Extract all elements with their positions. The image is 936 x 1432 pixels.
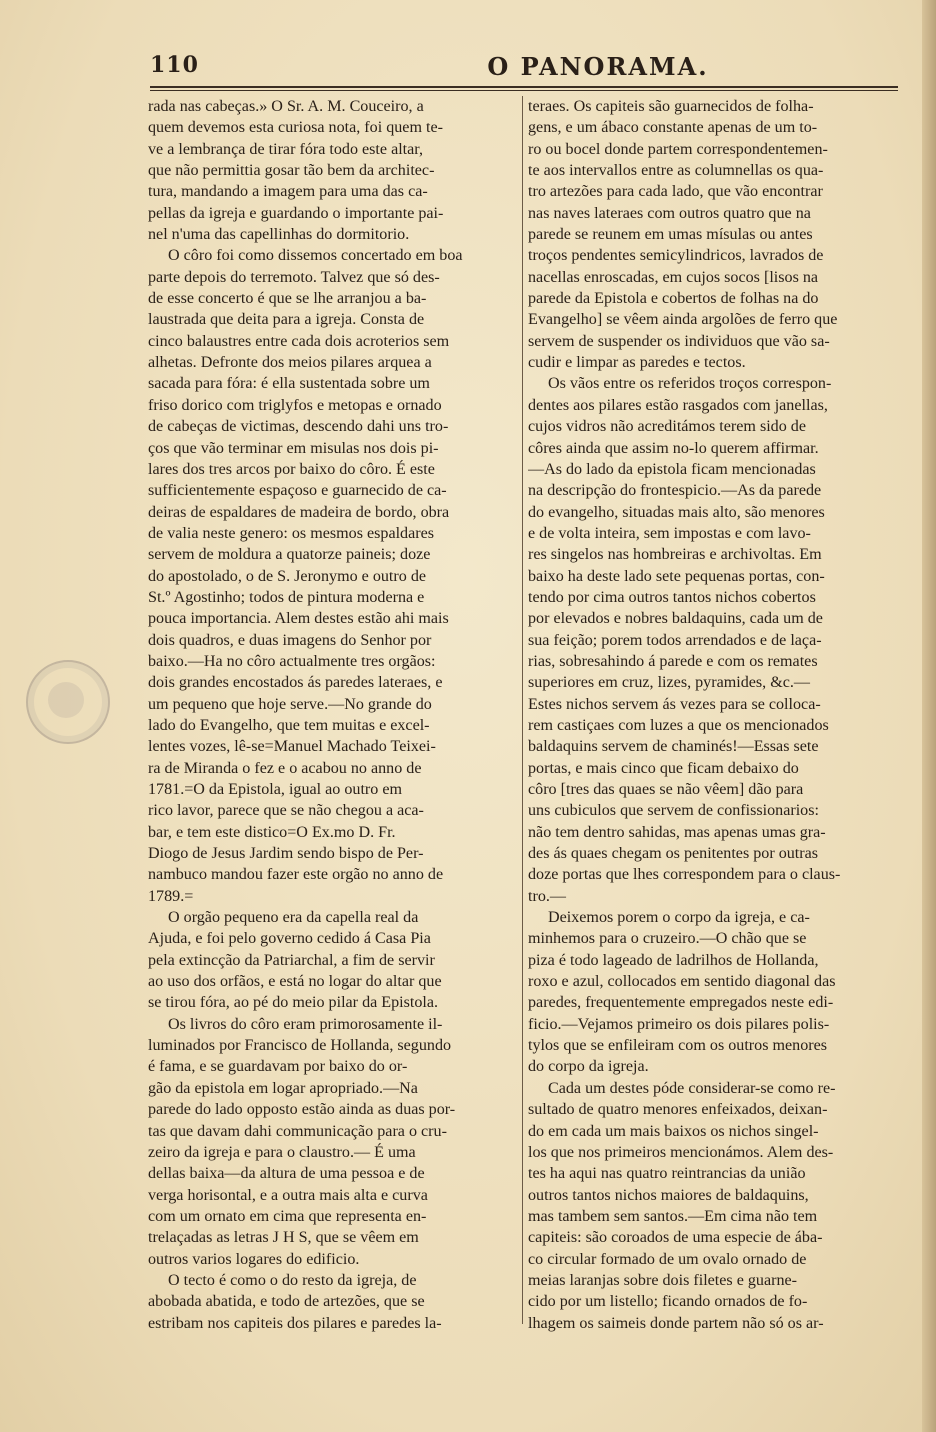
text-line: cinco balaustres entre cada dois acroterios sem bbox=[148, 332, 450, 350]
text-line: meias laranjas sobre dois filetes e guarne- bbox=[528, 1271, 798, 1289]
right-column bbox=[528, 96, 898, 1334]
text-line: parede se reunem em umas mísulas ou antes bbox=[528, 226, 813, 244]
text-line: ve a lembrança de tirar fóra todo este altar, bbox=[148, 140, 424, 158]
text-line: los que nos primeiros mencionámos. Alem des- bbox=[528, 1143, 834, 1161]
text-line: dois quadros, e duas imagens do Senhor por bbox=[148, 631, 432, 649]
text-line: tendo por cima outros tantos nichos cobertos bbox=[528, 588, 816, 606]
text-line: é fama, e se guardavam por baixo do or- bbox=[148, 1058, 408, 1076]
text-line: Os livros do côro eram primorosamente il- bbox=[168, 1015, 443, 1033]
text-line: cido por um listello; ficando ornados de fo- bbox=[528, 1293, 808, 1311]
text-line: servem de moldura a quatorze paineis; doze bbox=[148, 546, 431, 564]
text-line: servem de suspender os individuos que vão sa- bbox=[528, 332, 830, 350]
text-line: nacellas enroscadas, em cujos socos [lisos na bbox=[528, 268, 819, 286]
text-line: abobada abatida, e todo de artezões, que se bbox=[148, 1293, 425, 1311]
text-line: ficio.—Vejamos primeiro os dois pilares polis- bbox=[528, 1015, 830, 1033]
text-line: cudir e limpar as paredes e tectos. bbox=[528, 354, 746, 372]
journal-title: O PANORAMA. bbox=[487, 52, 709, 81]
text-line: sua feição; porem todos arrendados e de laça- bbox=[528, 631, 822, 649]
text-line: 1781.=O da Epistola, igual ao outro em bbox=[148, 781, 403, 798]
text-line: baixo ha deste lado sete pequenas portas, con- bbox=[528, 567, 825, 585]
text-line: côro [tres das quaes se não vêem] dão para bbox=[528, 781, 804, 798]
text-line: tes ha aqui nas quatro reintrancias da união bbox=[528, 1165, 806, 1183]
library-stamp bbox=[26, 660, 110, 744]
text-line: ços que vão terminar em misulas nos dois pi- bbox=[148, 439, 439, 457]
text-line: outros varios logares do edificio. bbox=[148, 1250, 360, 1268]
text-line: não tem dentro sahidas, mas apenas umas gra- bbox=[528, 823, 826, 841]
text-line: parte depois do terremoto. Talvez que só des- bbox=[148, 268, 440, 286]
text-line: de valia neste genero: os mesmos espaldares bbox=[148, 524, 435, 542]
text-line: nambuco mandou fazer este orgão no anno de bbox=[148, 866, 444, 884]
text-line: luminados por Francisco de Hollanda, segundo bbox=[148, 1037, 452, 1055]
text-line: —As do lado da epistola ficam mencionadas bbox=[528, 460, 816, 478]
text-line: portas, e mais cinco que ficam debaixo do bbox=[528, 759, 799, 777]
text-line: de cabeças de victimas, descendo dahi uns tro- bbox=[148, 418, 449, 436]
text-line: côres ainda que assim no-lo querem affirmar. bbox=[528, 439, 819, 457]
text-line: parede da Epistola e cobertos de folhas na do bbox=[528, 290, 819, 308]
text-line: dois grandes encostados ás paredes lateraes, e bbox=[148, 674, 443, 692]
text-line: lado do Evangelho, que tem muitas e excel- bbox=[148, 716, 430, 734]
text-line: Estes nichos servem ás vezes para se colloca- bbox=[528, 695, 821, 713]
text-line: Os vãos entre os referidos troços correspon- bbox=[548, 375, 832, 393]
text-line: um pequeno que hoje serve.—No grande do bbox=[148, 695, 432, 713]
text-line: do apostolado, o de S. Jeronymo e outro de bbox=[148, 567, 427, 585]
text-line: superiores em cruz, lizes, pyramides, &c.— bbox=[528, 674, 810, 692]
text-line: pellas da igreja e guardando o importante pai- bbox=[148, 204, 444, 222]
text-line: te aos intervallos entre as columnellas os qua- bbox=[528, 162, 824, 180]
page-number: 110 bbox=[150, 52, 199, 78]
stamp-center bbox=[48, 682, 84, 718]
text-line: rico lavor, parece que se não chegou a aca- bbox=[148, 802, 424, 820]
text-line: ao uso dos orfãos, e está no logar do altar que bbox=[148, 973, 442, 991]
text-line: parede do lado opposto estão ainda as duas por- bbox=[148, 1101, 456, 1119]
text-line: Cada um destes póde considerar-se como re- bbox=[548, 1079, 836, 1097]
text-line: troços pendentes semicylindricos, lavrados de bbox=[528, 247, 824, 265]
text-line: gens, e um ábaco constante apenas de um to- bbox=[528, 119, 818, 137]
page-header bbox=[150, 50, 896, 86]
text-line: lentes vozes, lê-se=Manuel Machado Teixei- bbox=[148, 738, 436, 756]
text-line: minhemos para o cruzeiro.—O chão que se bbox=[528, 930, 807, 948]
text-line: zeiro da igreja e para o claustro.— É uma bbox=[148, 1143, 416, 1161]
text-line: doze portas que lhes correspondem para o claus- bbox=[528, 866, 841, 884]
text-line: de esse concerto é que se lhe arranjou a ba- bbox=[148, 290, 427, 308]
header-rule bbox=[150, 86, 898, 88]
text-line: tas que davam dahi communicação para o cru- bbox=[148, 1122, 447, 1140]
text-line: co circular formado de um ovalo ornado de bbox=[528, 1250, 807, 1268]
text-line: lares dos tres arcos por baixo do côro. É este bbox=[148, 460, 435, 478]
text-line: trelaçadas as letras J H S, que se vêem em bbox=[148, 1229, 419, 1247]
text-line: quem devemos esta curiosa nota, foi quem te- bbox=[148, 119, 443, 137]
text-line: tro.— bbox=[528, 887, 566, 905]
text-line: Evangelho] se vêem ainda argolões de ferro que bbox=[528, 311, 838, 329]
text-line: Diogo de Jesus Jardim sendo bispo de Per- bbox=[148, 845, 424, 863]
text-line: rada nas cabeças.» O Sr. A. M. Couceiro, a bbox=[148, 98, 424, 115]
text-line: dellas baixa—da altura de uma pessoa e de bbox=[148, 1165, 425, 1183]
text-line: sufficientemente espaçoso e guarnecido de ca- bbox=[148, 482, 447, 500]
text-line: teraes. Os capiteis são guarnecidos de folha- bbox=[528, 98, 814, 115]
text-line: capiteis: são coroados de uma especie de ába- bbox=[528, 1229, 823, 1247]
text-line: laustrada que deita para a igreja. Consta de bbox=[148, 311, 425, 329]
text-line: do evangelho, situadas mais alto, são menores bbox=[528, 503, 825, 521]
text-line: piza é todo lageado de ladrilhos de Hollanda, bbox=[528, 951, 819, 969]
text-line: do em cada um mais baixos os nichos singel- bbox=[528, 1122, 819, 1140]
text-line: nas naves lateraes com outros quatro que na bbox=[528, 204, 811, 222]
text-line: rem castiçaes com luzes a que os mencionados bbox=[528, 716, 829, 734]
text-line: verga horisontal, e a outra mais alta e curva bbox=[148, 1186, 428, 1204]
text-line: sacada para fóra: é ella sustentada sobre um bbox=[148, 375, 430, 393]
left-column bbox=[148, 96, 517, 1334]
text-line: Ajuda, e foi pelo governo cedido á Casa Pia bbox=[148, 930, 431, 948]
text-line: sultado de quatro menores enfeixados, deixan- bbox=[528, 1101, 828, 1119]
text-line: baixo.—Ha no côro actualmente tres orgãos: bbox=[148, 652, 436, 670]
text-line: dentes aos pilares estão rasgados com janellas, bbox=[528, 396, 828, 414]
text-line: O tecto é como o do resto da igreja, de bbox=[168, 1271, 417, 1289]
text-line: outros tantos nichos maiores de baldaquins, bbox=[528, 1186, 809, 1204]
text-line: mas tambem sem santos.—Em cima não tem bbox=[528, 1207, 818, 1225]
text-line: rias, sobresahindo á parede e com os remates bbox=[528, 652, 818, 670]
text-line: 1789.= bbox=[148, 887, 194, 905]
text-line: Deixemos porem o corpo da igreja, e ca- bbox=[548, 909, 810, 927]
text-line: deiras de espaldares de madeira de bordo, obra bbox=[148, 503, 450, 521]
text-line: do corpo da igreja. bbox=[528, 1058, 649, 1076]
text-line: por elevados e nobres baldaquins, cada um de bbox=[528, 610, 823, 628]
text-line: paredes, frequentemente empregados neste edi- bbox=[528, 994, 834, 1012]
text-line: bar, e tem este distico=O Ex.mo D. Fr. bbox=[148, 823, 396, 841]
text-line: gão da epistola em logar apropriado.—Na bbox=[148, 1079, 418, 1097]
text-line: baldaquins servem de chaminés!—Essas sete bbox=[528, 738, 819, 756]
text-line: na descripção do frontespicio.—As da parede bbox=[528, 482, 822, 500]
text-line: lhagem os saimeis donde partem não só os ar- bbox=[528, 1314, 824, 1332]
text-line: e de volta inteira, sem impostas e com lavo- bbox=[528, 524, 811, 542]
text-line: com um ornato em cima que representa en- bbox=[148, 1207, 427, 1225]
text-line: O côro foi como dissemos concertado em boa bbox=[168, 247, 463, 265]
column-divider bbox=[522, 96, 523, 1324]
text-line: pela extincção da Patriarchal, a fim de servir bbox=[148, 951, 435, 969]
text-line: estribam nos capiteis dos pilares e paredes la- bbox=[148, 1314, 442, 1332]
header-rule-thin bbox=[150, 90, 898, 91]
text-line: ro ou bocel donde partem correspondentemen- bbox=[528, 140, 828, 158]
text-line: St.º Agostinho; todos de pintura moderna e bbox=[148, 588, 425, 606]
text-line: uns cubiculos que servem de confissionarios: bbox=[528, 802, 819, 820]
page-edge bbox=[922, 0, 936, 1432]
text-line: que não permittia gosar tão bem da architec- bbox=[148, 162, 435, 180]
text-line: tro artezões para cada lado, que vão encontrar bbox=[528, 183, 823, 201]
text-line: roxo e azul, collocados em sentido diagonal das bbox=[528, 973, 836, 991]
text-line: nel n'uma das capellinhas do dormitorio. bbox=[148, 226, 410, 244]
text-line: friso dorico com triglyfos e metopas e ornado bbox=[148, 396, 442, 414]
text-line: cujos vidros não acreditámos terem sido de bbox=[528, 418, 806, 436]
text-line: se tirou fóra, ao pé do meio pilar da Epistola. bbox=[148, 994, 439, 1012]
text-line: des ás quaes chegam os penitentes por outras bbox=[528, 845, 819, 863]
text-line: ra de Miranda o fez e o acabou no anno de bbox=[148, 759, 422, 777]
text-line: alhetas. Defronte dos meios pilares arquea a bbox=[148, 354, 432, 372]
text-line: res singelos nas hombreiras e archivoltas. Em bbox=[528, 546, 822, 564]
text-line: tura, mandando a imagem para uma das ca- bbox=[148, 183, 428, 201]
text-line: pouca importancia. Alem destes estão ahi mais bbox=[148, 610, 449, 628]
text-line: O orgão pequeno era da capella real da bbox=[168, 909, 419, 927]
text-line: tylos que se enfileiram com os outros menores bbox=[528, 1037, 828, 1055]
